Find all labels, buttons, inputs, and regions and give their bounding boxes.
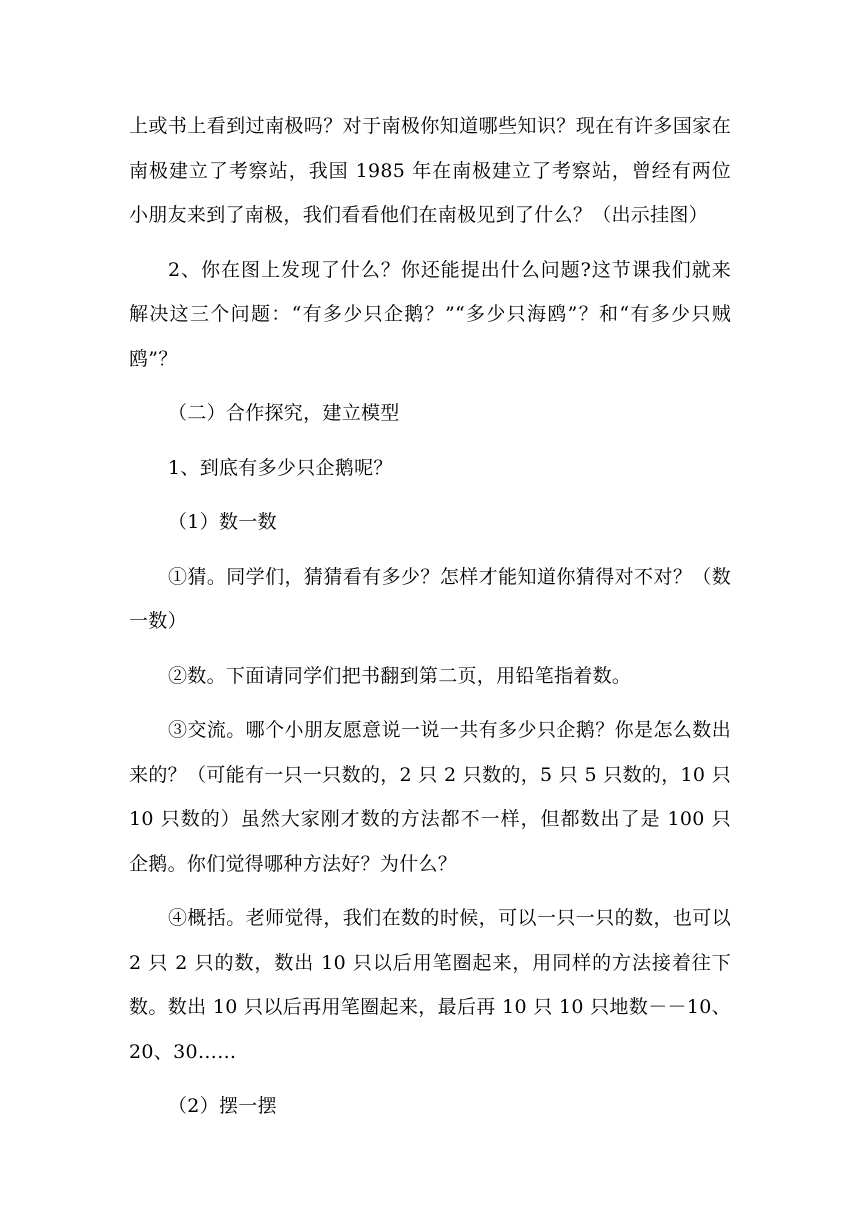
section-heading-cooperative-exploration: （二）合作探究，建立模型 bbox=[168, 402, 400, 424]
paragraph-intro-continuation: 上或书上看到过南极吗？对于南极你知道哪些知识？现在有许多国家在南极建立了考察站，我国 1985 年在南极建立了考察站，曾经有两位小朋友来到了南极，我们看看他们在南极见到了什么？（出示挂图） bbox=[129, 115, 731, 226]
paragraph-question-2: 2、你在图上发现了什么？你还能提出什么问题?这节课我们就来解决这三个问题：“有多少只企鹅？”“多少只海鸥”？和“有多少只贼鸥”？ bbox=[129, 258, 731, 370]
subheading-count: （1）数一数 bbox=[168, 511, 277, 533]
paragraph-exchange: ③交流。哪个小朋友愿意说一说一共有多少只企鹅？你是怎么数出来的？（可能有一只一只数的，2 只 2 只数的，5 只 5 只数的，10 只 10 只数的）虽然大家刚才数的方法都不一样，但都数出了是 100 只企鹅。你们觉得哪种方法好？为什么？ bbox=[129, 719, 731, 875]
paragraph-guess: ①猜。同学们，猜猜看有多少？怎样才能知道你猜得对不对？（数一数） bbox=[129, 565, 731, 632]
document-body bbox=[129, 104, 731, 1139]
paragraph-count: ②数。下面请同学们把书翻到第二页，用铅笔指着数。 bbox=[168, 664, 632, 687]
paragraph-penguin-count-question: 1、到底有多少只企鹅呢？ bbox=[168, 456, 393, 479]
subheading-arrange: （2）摆一摆 bbox=[168, 1095, 277, 1117]
paragraph-summary: ④概括。老师觉得，我们在数的时候，可以一只一只的数，也可以 2 只 2 只的数，数出 10 只以后用笔圈起来，用同样的方法接着往下数。数出 10 只以后再用笔圈起来，最后再 10 只 10 只地数－－10、20、30…… bbox=[129, 907, 731, 1063]
